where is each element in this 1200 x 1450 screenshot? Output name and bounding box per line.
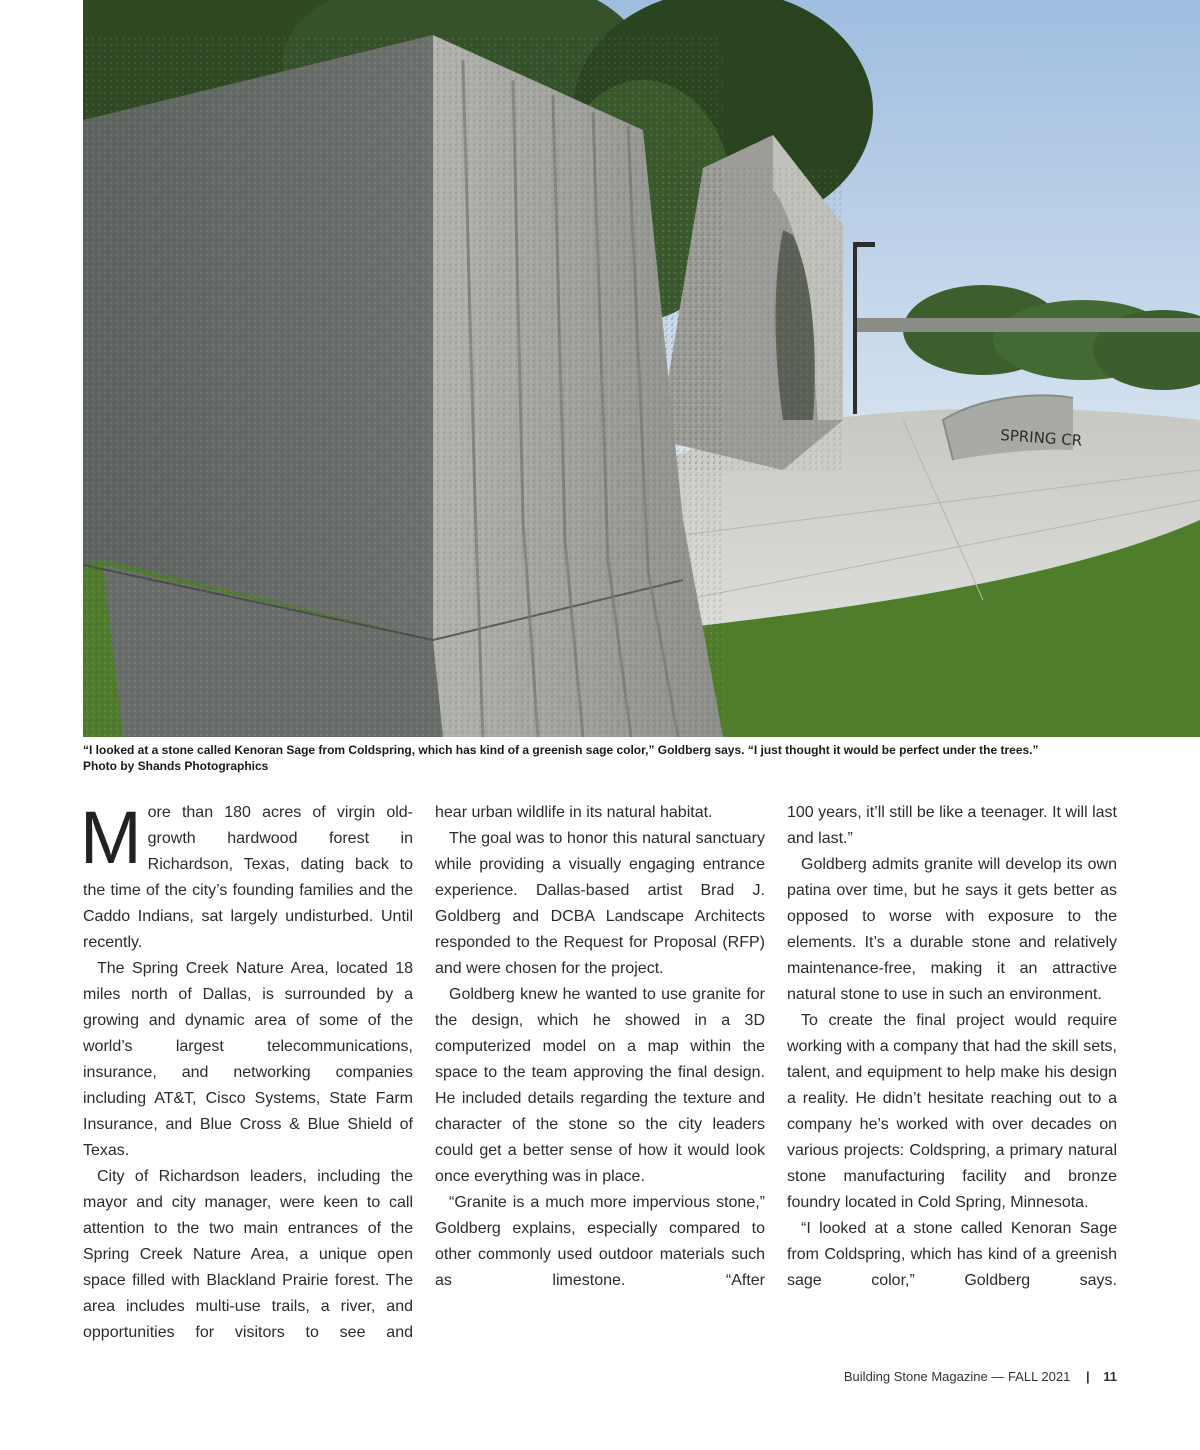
photo-credit: Photo by Shands Photographics (83, 759, 269, 773)
paragraph: Goldberg knew he wanted to use granite for the design, which he showed in a 3D computerized model on a map within the space to the team approving the final design. He included details regarding the texture and character of the stone so the city leaders could get a better sense of how it would look once everything was in place. (435, 986, 765, 1185)
paragraph: City of Richardson leaders, including the mayor and city manager, were keen to call attention to the two main entrances of the Spring Creek Nature Area, a unique open space filled with Blackland Prairie forest. The area includes multi-use trails, a river, and opportunities for visitors to see and (83, 1168, 413, 1341)
paragraph: The goal was to honor this natural sanctuary while providing a visually engaging entrance experience. Dallas-based artist Brad J. Goldberg and DCBA Landscape Architects responded to the Request for Proposal (RFP) and were chosen for the project. (435, 830, 765, 977)
sign-text: SPRING CR (999, 426, 1083, 450)
paragraph: 100 years, it’ll still be like a teenager. It will last and last.” (787, 804, 1117, 847)
paragraph: “I looked at a stone called Kenoran Sage from Coldspring, which has kind of a greenish sage color,” Goldberg says. (787, 1220, 1117, 1289)
feature-photo (83, 0, 1200, 737)
footer-separator: | (1085, 1369, 1090, 1384)
article-column-2 (435, 800, 765, 1294)
granite-block (83, 35, 723, 737)
paragraph: The Spring Creek Nature Area, located 18 miles north of Dallas, is surrounded by a growing and dynamic area of some of the world’s largest telecommunications, insurance, and networking companies including AT&T, Cisco Systems, State Farm Insurance, and Blue Cross & Blue Shield of Texas. (83, 960, 413, 1159)
magazine-name: Building Stone Magazine — (843, 1369, 1005, 1384)
page-footer (844, 1369, 1117, 1385)
article-column-3 (787, 800, 1117, 1294)
paragraph: “Granite is a much more impervious stone,” Goldberg explains, especially compared to other commonly used outdoor materials such as limestone. “After (435, 1194, 765, 1289)
drop-cap: M (80, 796, 142, 879)
overpass (853, 318, 1200, 332)
article-column-1 (80, 796, 413, 1346)
paragraph (80, 796, 413, 956)
granite-sculpture-photo (83, 0, 1200, 737)
photo-caption (83, 742, 1183, 774)
paragraph: To create the final project would require working with a company that had the skill sets, talent, and equipment to help make his design a reality. He didn’t hesitate reaching out to a company he’s worked with over decades on various projects: Coldspring, a primary natural stone manufacturing facility and bronze foundry located in Cold Spring, Minnesota. (787, 1012, 1117, 1211)
paragraph: Goldberg admits granite will develop its own patina over time, but he says it gets better as opposed to worse with exposure to the elements. It’s a durable stone and relatively maintenance-free, making it an attractive natural stone to use in such an environment. (787, 856, 1117, 1003)
page-number: 11 (1103, 1369, 1117, 1384)
issue-label: FALL 2021 (1007, 1369, 1071, 1384)
paragraph: hear urban wildlife in its natural habitat. (435, 804, 713, 821)
paragraph-text: ore than 180 acres of virgin old-growth hardwood forest in Richardson, Texas, dating back to the time of the city’s founding families and the Caddo Indians, sat largely undisturbed. Until recently. (83, 804, 413, 951)
caption-quote: “I looked at a stone called Kenoran Sage from Coldspring, which has kind of a greenish sage color,” Goldberg says. “I just thought it would be perfect under the trees.” (83, 743, 1039, 757)
